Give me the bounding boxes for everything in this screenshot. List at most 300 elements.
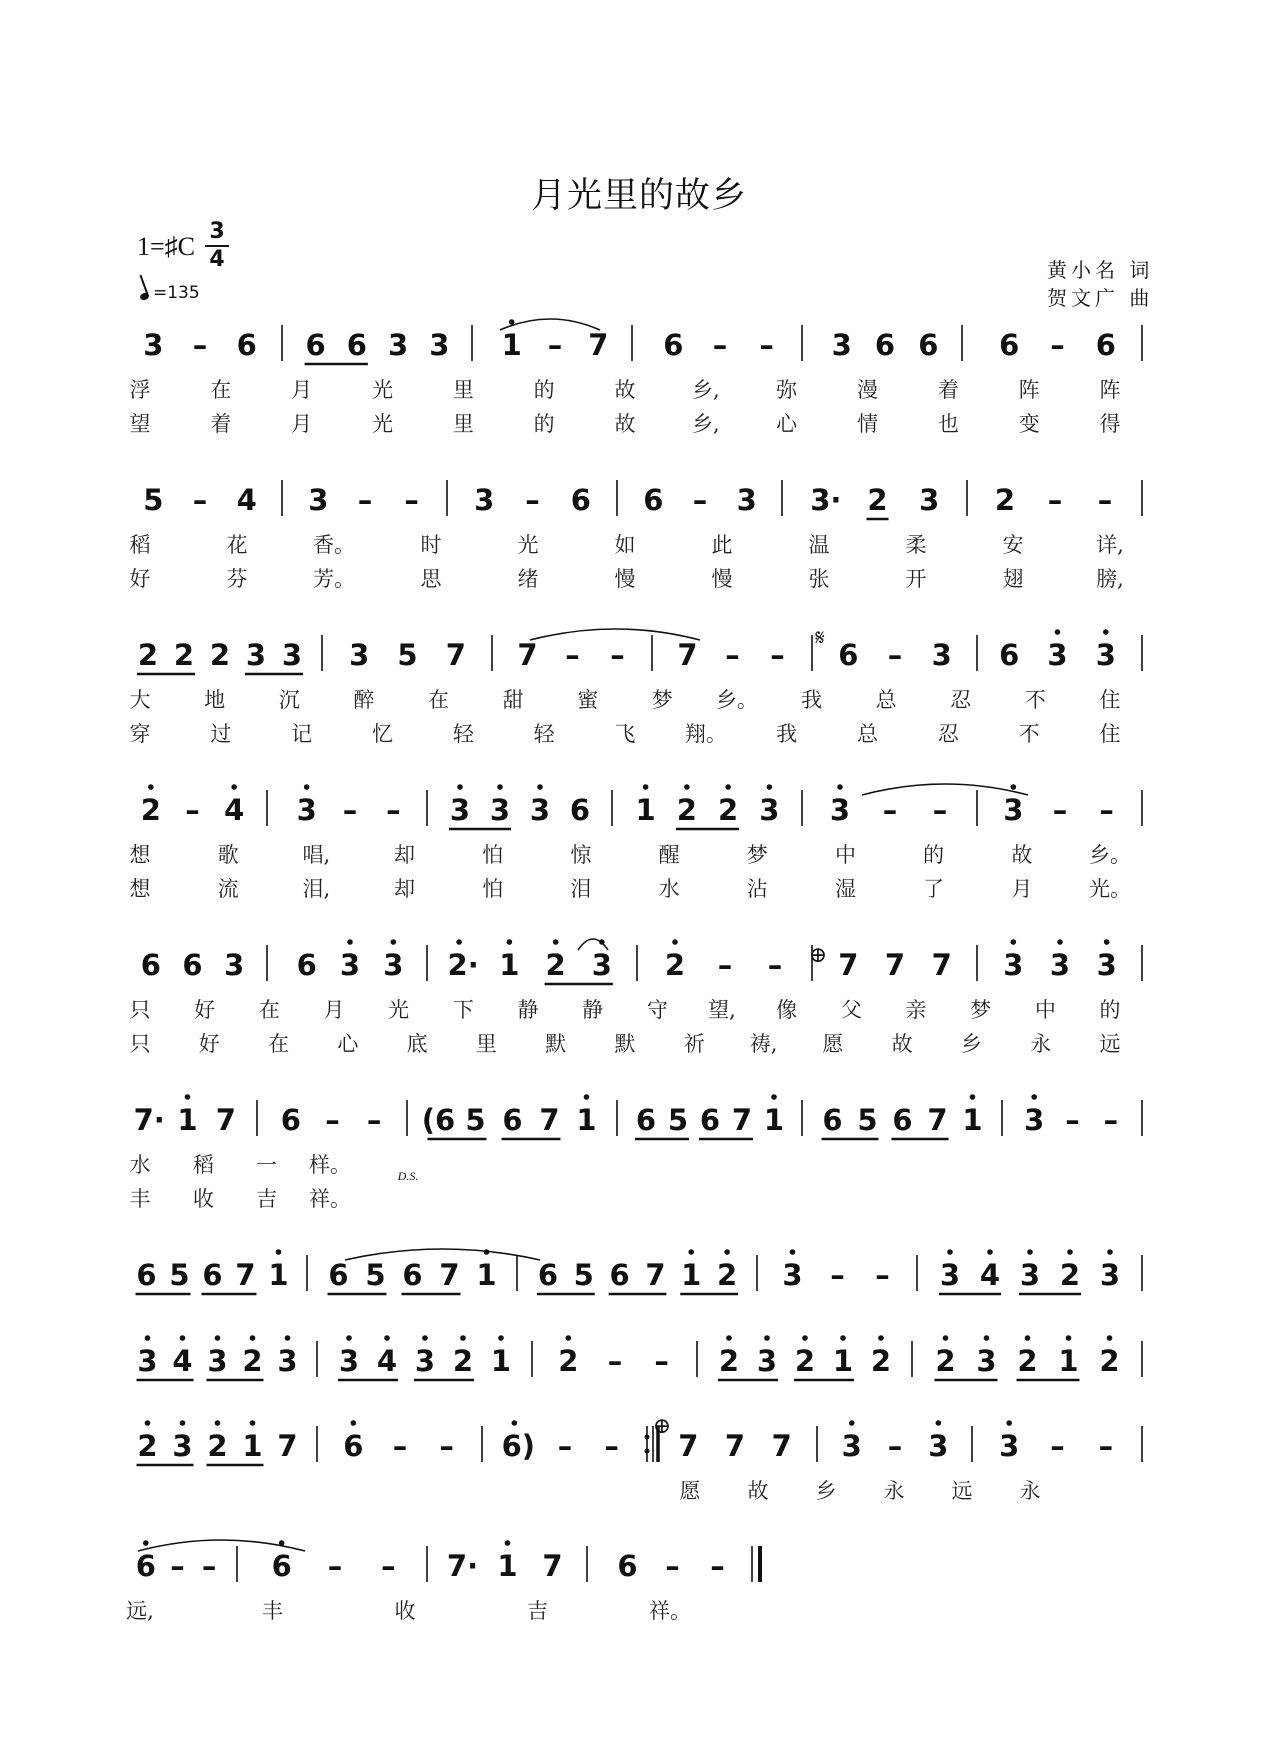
lyric-syllable: 静 bbox=[582, 998, 604, 1022]
lyric-syllable: 祷, bbox=[749, 1032, 778, 1056]
lyric-syllable: 大 bbox=[129, 688, 151, 712]
high-octave-dot bbox=[507, 939, 513, 945]
note-digit: 1 bbox=[763, 1103, 785, 1137]
note-digit: 5 bbox=[169, 1258, 190, 1292]
song-title: 月光里的故乡 bbox=[530, 176, 747, 216]
note-digit: 6 bbox=[643, 483, 664, 517]
lyric-syllable: 翔。 bbox=[684, 722, 727, 746]
lyric-syllable: 乡, bbox=[691, 378, 720, 402]
note-digit: 3· bbox=[810, 483, 842, 517]
high-octave-dot bbox=[505, 1540, 511, 1546]
note-digit: 2 bbox=[558, 1344, 579, 1378]
lyric-syllable: 收 bbox=[394, 1599, 416, 1623]
lyric-syllable: 忍 bbox=[937, 722, 959, 746]
note-digit: 2 bbox=[994, 483, 1016, 517]
note-digit: 6 bbox=[346, 328, 367, 362]
dash-mark: – bbox=[170, 1549, 185, 1583]
note-digit: 2 bbox=[794, 1344, 816, 1378]
high-octave-dot bbox=[512, 1420, 518, 1426]
dash-mark: – bbox=[525, 483, 540, 517]
dash-mark: – bbox=[404, 483, 419, 517]
note-digit: 5 bbox=[397, 638, 418, 672]
note-digit: 6 bbox=[305, 328, 326, 362]
lyric-syllable: 永 bbox=[1019, 1479, 1041, 1503]
lyric-syllable: 忍 bbox=[950, 688, 972, 712]
note-digit: 2 bbox=[140, 793, 161, 827]
lyric-syllable: 守 bbox=[646, 998, 668, 1022]
note-digit: 7 bbox=[645, 1258, 666, 1292]
high-octave-dot bbox=[148, 784, 154, 790]
note-digit: 3 bbox=[308, 483, 329, 517]
dash-mark: – bbox=[1098, 1429, 1114, 1463]
note-digit: 7 bbox=[884, 948, 906, 982]
lyric-syllable: 记 bbox=[291, 722, 313, 746]
lyric-syllable: 想 bbox=[129, 877, 151, 901]
high-octave-dot bbox=[180, 1420, 186, 1426]
note-digit: 2 bbox=[137, 638, 159, 672]
note-digit: 2 bbox=[207, 1429, 228, 1463]
dash-mark: – bbox=[759, 328, 774, 362]
note-digit: 6 bbox=[663, 328, 684, 362]
note-digit: 2 bbox=[1017, 1344, 1038, 1378]
note-digit: 6 bbox=[136, 1258, 157, 1292]
note-digit: 6 bbox=[135, 1549, 156, 1583]
dash-mark: – bbox=[610, 638, 625, 672]
dash-mark: – bbox=[1050, 1429, 1065, 1463]
lyric-syllable: 膀, bbox=[1096, 567, 1124, 591]
lyric-syllable: 愿 bbox=[679, 1479, 701, 1503]
lyric-syllable: 一 bbox=[256, 1153, 278, 1177]
lyric-syllable: 歌 bbox=[217, 843, 239, 867]
lyric-syllable: 轻 bbox=[452, 722, 474, 746]
dash-mark: – bbox=[327, 1549, 343, 1583]
dash-mark: – bbox=[381, 1549, 396, 1583]
note-digit: 5 bbox=[465, 1103, 486, 1137]
note-digit: 2 bbox=[452, 1344, 474, 1378]
high-octave-dot bbox=[347, 939, 353, 945]
high-octave-dot bbox=[231, 784, 237, 790]
high-octave-dot bbox=[947, 1249, 953, 1255]
lyric-syllable: 远, bbox=[126, 1599, 154, 1623]
note-digit: 3 bbox=[976, 1344, 997, 1378]
lyric-syllable: 不 bbox=[1018, 722, 1040, 746]
note-digit: 3 bbox=[756, 1344, 778, 1378]
lyric-syllable: 张 bbox=[808, 567, 830, 591]
lyric-syllable: 底 bbox=[406, 1032, 428, 1056]
note-digit: 4 bbox=[979, 1258, 1001, 1292]
lyric-syllable: 得 bbox=[1099, 412, 1121, 436]
high-octave-dot bbox=[1057, 939, 1063, 945]
note-digit: 7 bbox=[724, 1429, 746, 1463]
note-digit: 7 bbox=[927, 1103, 948, 1137]
high-octave-dot bbox=[145, 1420, 151, 1426]
note-digit: 2 bbox=[718, 793, 739, 827]
note-digit: 6 bbox=[140, 948, 161, 982]
lyric-syllable: 稻 bbox=[192, 1153, 214, 1177]
lyric-syllable: 丰 bbox=[262, 1599, 283, 1623]
note-digit: 6 bbox=[822, 1103, 843, 1137]
high-octave-dot bbox=[456, 939, 462, 945]
high-octave-dot bbox=[987, 1249, 993, 1255]
lyric-syllable: 了 bbox=[923, 877, 945, 901]
coda-icon: ⊕ bbox=[652, 1414, 672, 1439]
lyric-syllable: 稻 bbox=[129, 533, 151, 557]
high-octave-dot bbox=[1011, 939, 1017, 945]
high-octave-dot bbox=[584, 1094, 590, 1100]
note-digit: 7 bbox=[838, 948, 859, 982]
high-octave-dot bbox=[537, 784, 543, 790]
dash-mark: – bbox=[1052, 793, 1068, 827]
lyric-syllable: 只 bbox=[129, 998, 151, 1022]
note-digit: 3 bbox=[414, 1344, 436, 1378]
note-digit: 3 bbox=[999, 1429, 1020, 1463]
lyric-syllable: 祥。 bbox=[649, 1599, 691, 1623]
note-digit: 1 bbox=[1058, 1344, 1079, 1378]
lyric-syllable: 芬 bbox=[226, 567, 248, 591]
segno-icon: 𝄋 bbox=[815, 626, 825, 651]
lyric-syllable: 里 bbox=[452, 412, 474, 436]
dash-mark: – bbox=[692, 483, 708, 517]
note-digit: 4 bbox=[172, 1344, 193, 1378]
lyric-syllable: 月 bbox=[1011, 877, 1033, 901]
note-digit: 3 bbox=[172, 1429, 193, 1463]
note-digit: 6 bbox=[537, 1258, 559, 1292]
note-digit: 3 bbox=[349, 638, 370, 672]
lyric-syllable: 吉 bbox=[527, 1599, 548, 1623]
dash-mark: – bbox=[1047, 483, 1063, 517]
dash-mark: – bbox=[192, 483, 208, 517]
lyric-syllable: 吉 bbox=[256, 1187, 278, 1211]
lyric-syllable: 像 bbox=[776, 998, 798, 1022]
high-octave-dot bbox=[726, 1335, 732, 1341]
lyricist-credit: 黄小名 词 bbox=[1047, 258, 1154, 282]
note-digit: 6 bbox=[838, 638, 859, 672]
lyric-syllable: 温 bbox=[808, 533, 830, 557]
high-octave-dot bbox=[422, 1335, 428, 1341]
high-octave-dot bbox=[771, 1094, 777, 1100]
lyric-syllable: 愿 bbox=[822, 1032, 844, 1056]
ds-mark: D.S. bbox=[397, 1169, 419, 1183]
lyric-syllable: 水 bbox=[658, 877, 680, 901]
lyric-syllable: 惊 bbox=[570, 843, 592, 867]
lyric-syllable: 总 bbox=[875, 688, 897, 712]
dash-mark: – bbox=[192, 328, 208, 362]
lyric-syllable: 梦 bbox=[651, 688, 673, 712]
high-octave-dot bbox=[457, 784, 463, 790]
note-digit: 2 bbox=[209, 638, 231, 672]
lyric-syllable: 忆 bbox=[372, 722, 393, 746]
high-octave-dot bbox=[1107, 1335, 1113, 1341]
note-digit: 6 bbox=[609, 1258, 630, 1292]
lyric-syllable: 漫 bbox=[857, 378, 878, 402]
lyric-syllable: 弥 bbox=[776, 378, 798, 402]
lyric-syllable: 不 bbox=[1024, 688, 1046, 712]
note-digit: 6 bbox=[874, 328, 896, 362]
note-digit: 6 bbox=[271, 1549, 292, 1583]
high-octave-dot bbox=[145, 1335, 151, 1341]
dash-mark: – bbox=[565, 638, 580, 672]
note-digit: 6 bbox=[1095, 328, 1116, 362]
lyric-syllable: 时 bbox=[420, 533, 442, 557]
dash-mark: – bbox=[1097, 483, 1113, 517]
note-digit: 3 bbox=[1003, 793, 1024, 827]
note-digit: 6) bbox=[501, 1429, 536, 1463]
lyric-syllable: 里 bbox=[452, 378, 474, 402]
dash-mark: – bbox=[607, 1344, 623, 1378]
note-digit: 2 bbox=[867, 483, 888, 517]
note-digit: 3 bbox=[931, 638, 952, 672]
high-octave-dot bbox=[1011, 784, 1017, 790]
lyric-syllable: 情 bbox=[857, 412, 878, 436]
dash-mark: – bbox=[710, 1549, 725, 1583]
note-digit: 6 bbox=[617, 1549, 638, 1583]
note-digit: 1 bbox=[242, 1429, 263, 1463]
lyric-syllable: 地 bbox=[204, 688, 226, 712]
high-octave-dot bbox=[790, 1249, 796, 1255]
note-digit: 6 bbox=[280, 1103, 301, 1137]
high-octave-dot bbox=[849, 1420, 855, 1426]
lyric-syllable: 却 bbox=[394, 843, 416, 867]
lyric-syllable: 收 bbox=[192, 1187, 214, 1211]
dash-mark: – bbox=[357, 483, 373, 517]
lyric-syllable: 望 bbox=[129, 412, 151, 436]
coda-icon: ⊕ bbox=[808, 943, 828, 968]
high-octave-dot bbox=[878, 1335, 884, 1341]
lyric-syllable: 翅 bbox=[1002, 567, 1024, 591]
note-digit: 6 bbox=[699, 1103, 721, 1137]
lyric-syllable: 流 bbox=[217, 877, 239, 901]
note-digit: 5 bbox=[143, 483, 164, 517]
lyric-syllable: 阵 bbox=[1099, 378, 1121, 402]
lyric-syllable: 月 bbox=[291, 378, 313, 402]
note-digit: 7· bbox=[446, 1549, 479, 1583]
lyric-syllable: 怕 bbox=[482, 843, 504, 867]
note-digit: 6 bbox=[569, 793, 591, 827]
note-digit: 1 bbox=[576, 1103, 597, 1137]
lyric-syllable: 的 bbox=[1099, 998, 1121, 1022]
lyric-syllable: 祈 bbox=[683, 1032, 705, 1056]
lyric-syllable: 望, bbox=[708, 998, 736, 1022]
note-digit: 6 bbox=[999, 638, 1020, 672]
high-octave-dot bbox=[764, 1335, 770, 1341]
lyric-syllable: 的 bbox=[533, 412, 555, 436]
note-digit: 7 bbox=[771, 1429, 792, 1463]
meter-bottom: 4 bbox=[209, 247, 225, 272]
dash-mark: – bbox=[1050, 328, 1065, 362]
note-digit: 3 bbox=[928, 1429, 949, 1463]
dash-mark: – bbox=[717, 948, 733, 982]
note-digit: (6 bbox=[421, 1103, 456, 1137]
high-octave-dot bbox=[1066, 1335, 1072, 1341]
note-digit: 1 bbox=[499, 948, 520, 982]
lyric-syllable: 浮 bbox=[129, 378, 151, 402]
note-digit: 6 bbox=[999, 328, 1020, 362]
note-digit: 3 bbox=[782, 1258, 803, 1292]
lyric-syllable: 故 bbox=[614, 412, 636, 436]
meter-top: 3 bbox=[209, 219, 225, 244]
lyric-syllable: 泪, bbox=[302, 877, 331, 901]
composer-credit: 贺文广 曲 bbox=[1047, 286, 1154, 310]
high-octave-dot bbox=[509, 319, 515, 325]
high-octave-dot bbox=[802, 1335, 808, 1341]
note-digit: 2 bbox=[676, 793, 697, 827]
dash-mark: – bbox=[887, 638, 903, 672]
note-digit: 7 bbox=[542, 1549, 563, 1583]
dash-mark: – bbox=[665, 1549, 680, 1583]
high-octave-dot bbox=[684, 784, 690, 790]
note-digit: 1 bbox=[635, 793, 656, 827]
note-digit: 6 bbox=[296, 948, 317, 982]
note-digit: 3 bbox=[1049, 948, 1071, 982]
note-digit: 1 bbox=[268, 1258, 289, 1292]
lyric-syllable: 的 bbox=[923, 843, 945, 867]
lyric-syllable: 醒 bbox=[658, 843, 680, 867]
note-digit: 1 bbox=[501, 328, 522, 362]
high-octave-dot bbox=[1103, 629, 1109, 635]
key-signature: 1=♯C bbox=[137, 232, 196, 261]
note-digit: 3 bbox=[529, 793, 551, 827]
dash-mark: – bbox=[830, 1258, 845, 1292]
high-octave-dot bbox=[1107, 1249, 1113, 1255]
note-digit: 3 bbox=[383, 948, 404, 982]
lyric-syllable: 沉 bbox=[278, 688, 300, 712]
high-octave-dot bbox=[180, 1335, 186, 1341]
note-digit: 3 bbox=[338, 1344, 360, 1378]
note-digit: 1 bbox=[476, 1258, 497, 1292]
lyric-syllable: 祥。 bbox=[309, 1187, 351, 1211]
note-digit: 1 bbox=[681, 1258, 702, 1292]
note-digit: 7 bbox=[235, 1258, 256, 1292]
dash-mark: – bbox=[887, 1429, 903, 1463]
lyric-syllable: 我 bbox=[801, 688, 823, 712]
note-digit: 2 bbox=[716, 1258, 738, 1292]
high-octave-dot bbox=[250, 1420, 256, 1426]
dash-mark: – bbox=[386, 793, 401, 827]
high-octave-dot bbox=[840, 1335, 846, 1341]
note-digit: 7 bbox=[277, 1429, 298, 1463]
high-octave-dot bbox=[725, 784, 731, 790]
note-digit: 3 bbox=[277, 1344, 298, 1378]
note-digit: 2 bbox=[718, 1344, 740, 1378]
note-digit: 7 bbox=[215, 1103, 236, 1137]
note-digit: 3 bbox=[1003, 948, 1024, 982]
lyric-syllable: 梦 bbox=[970, 998, 992, 1022]
lyric-syllable: 着 bbox=[210, 412, 232, 436]
high-octave-dot bbox=[553, 939, 559, 945]
lyric-syllable: 好 bbox=[194, 998, 216, 1022]
note-digit: 4 bbox=[376, 1344, 398, 1378]
lyric-syllable: 住 bbox=[1099, 722, 1121, 746]
note-digit: 3 bbox=[1095, 638, 1116, 672]
lyric-syllable: 沾 bbox=[746, 877, 768, 901]
lyric-syllable: 只 bbox=[129, 1032, 151, 1056]
lyric-syllable: 阵 bbox=[1018, 378, 1040, 402]
note-digit: 2 bbox=[137, 1429, 158, 1463]
high-octave-dot bbox=[767, 784, 773, 790]
lyric-syllable: 怕 bbox=[482, 877, 504, 901]
high-octave-dot bbox=[185, 1094, 191, 1100]
dash-mark: – bbox=[557, 1429, 573, 1463]
note-digit: 1 bbox=[832, 1344, 854, 1378]
lyric-syllable: 默 bbox=[545, 1032, 567, 1056]
note-digit: 5 bbox=[667, 1103, 689, 1137]
lyric-syllable: 芳。 bbox=[313, 567, 355, 591]
high-octave-dot bbox=[498, 1335, 504, 1341]
note-digit: 7 bbox=[539, 1103, 560, 1137]
lyric-syllable: 柔 bbox=[905, 533, 927, 557]
note-digit: 3 bbox=[224, 948, 245, 982]
high-octave-dot bbox=[1031, 1094, 1037, 1100]
note-digit: 3 bbox=[1096, 948, 1117, 982]
note-digit: 3 bbox=[207, 1344, 228, 1378]
note-digit: 3 bbox=[143, 328, 164, 362]
lyric-syllable: 心 bbox=[337, 1032, 359, 1056]
dash-mark: – bbox=[712, 328, 728, 362]
note-digit: 1 bbox=[177, 1103, 198, 1137]
note-digit: 6 bbox=[202, 1258, 223, 1292]
dash-mark: – bbox=[185, 793, 200, 827]
note-digit: 3 bbox=[1019, 1258, 1041, 1292]
lyric-syllable: 的 bbox=[533, 378, 555, 402]
high-octave-dot bbox=[672, 939, 678, 945]
lyric-syllable: 故 bbox=[891, 1032, 913, 1056]
lyric-syllable: 醉 bbox=[353, 688, 375, 712]
lyric-syllable: 绪 bbox=[517, 567, 539, 591]
high-octave-dot bbox=[566, 1335, 572, 1341]
lyric-syllable: 月 bbox=[291, 412, 313, 436]
note-digit: 6 bbox=[402, 1258, 423, 1292]
note-digit: 6 bbox=[343, 1429, 364, 1463]
note-digit: 3 bbox=[1099, 1258, 1121, 1292]
high-octave-dot bbox=[1025, 1335, 1031, 1341]
lyric-syllable: 远 bbox=[951, 1479, 973, 1503]
lyric-syllable: 丰 bbox=[129, 1187, 151, 1211]
note-digit: 3 bbox=[841, 1429, 862, 1463]
lyric-syllable: 湿 bbox=[834, 877, 856, 901]
repeat-dot bbox=[645, 1449, 650, 1454]
note-digit: 3 bbox=[137, 1344, 158, 1378]
dash-mark: – bbox=[767, 948, 783, 982]
high-octave-dot bbox=[984, 1335, 990, 1341]
lyric-syllable: 开 bbox=[905, 567, 927, 591]
note-digit: 1 bbox=[490, 1344, 512, 1378]
high-octave-dot bbox=[1067, 1249, 1073, 1255]
dash-mark: – bbox=[770, 638, 785, 672]
dash-mark: – bbox=[366, 1103, 382, 1137]
lyric-syllable: 慢 bbox=[711, 567, 733, 591]
lyric-syllable: 好 bbox=[129, 567, 151, 591]
lyric-syllable: 里 bbox=[475, 1032, 497, 1056]
high-octave-dot bbox=[351, 1420, 357, 1426]
note-digit: 7· bbox=[133, 1103, 165, 1137]
note-digit: 2 bbox=[545, 948, 566, 982]
lyric-syllable: 慢 bbox=[614, 567, 636, 591]
dash-mark: – bbox=[604, 1429, 619, 1463]
lyric-syllable: 永 bbox=[883, 1479, 905, 1503]
high-octave-dot bbox=[936, 1420, 942, 1426]
high-octave-dot bbox=[943, 1335, 949, 1341]
dash-mark: – bbox=[1099, 793, 1114, 827]
lyric-syllable: 默 bbox=[614, 1032, 636, 1056]
lyric-syllable: 故 bbox=[614, 378, 636, 402]
high-octave-dot bbox=[1055, 629, 1061, 635]
note-digit: 2 bbox=[1099, 1344, 1120, 1378]
note-digit: 7 bbox=[445, 638, 466, 672]
note-digit: 6 bbox=[635, 1103, 657, 1137]
high-octave-dot bbox=[497, 784, 503, 790]
lyric-syllable: 蜜 bbox=[577, 688, 599, 712]
lyric-syllable: 样。 bbox=[309, 1153, 351, 1177]
